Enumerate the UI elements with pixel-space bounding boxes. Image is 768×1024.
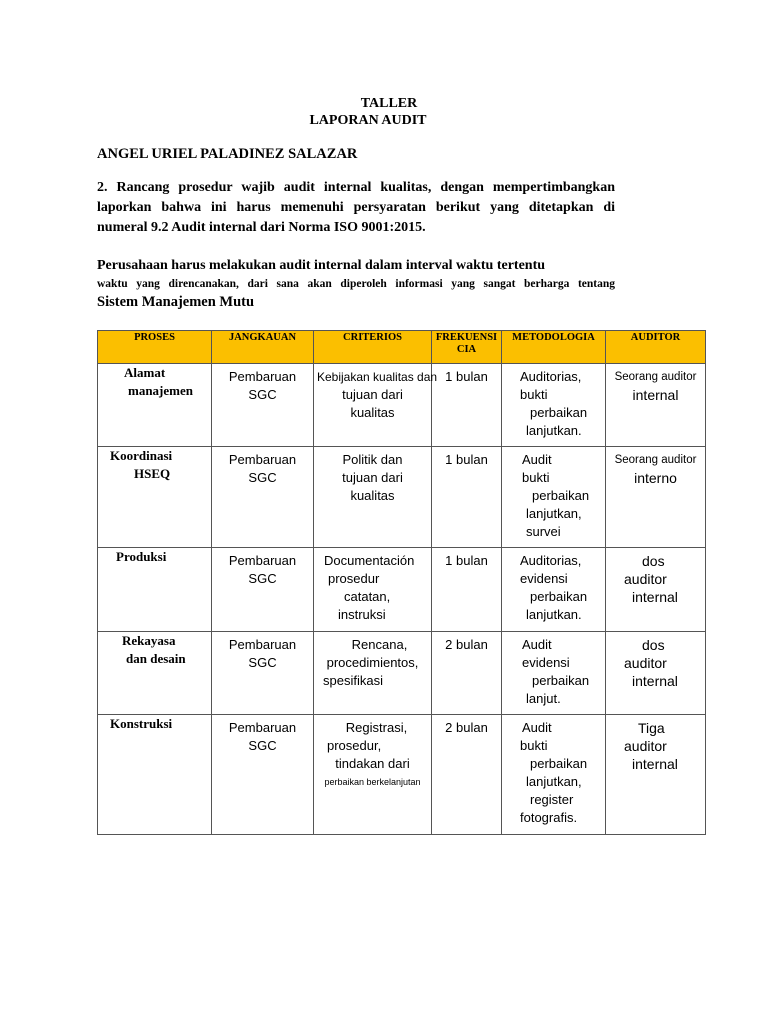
cell-proses: Produksi (98, 548, 212, 632)
question-line: laporkan bahwa ini harus memenuhi persyaratan berikut yang ditetapkan di (97, 200, 615, 215)
cell-frekuensi: 1 bulan (432, 447, 502, 548)
cell-criterios: Politik dan tujuan dari kualitas (314, 447, 432, 548)
cell-jangkauan: Pembaruan SGC (212, 364, 314, 447)
cell-frekuensi: 2 bulan (432, 632, 502, 715)
requirement-paragraph (97, 257, 615, 311)
cell-proses: Alamat manajemen (98, 364, 212, 447)
header-jangkauan: JANGKAUAN (212, 331, 314, 364)
cell-frekuensi: 1 bulan (432, 548, 502, 632)
cell-criterios: Documentación prosedur catatan, instruksi (314, 548, 432, 632)
cell-proses: Rekayasa dan desain (98, 632, 212, 715)
header-proses: PROSES (98, 331, 212, 364)
table-row (98, 632, 706, 715)
table-row (98, 715, 706, 835)
table-header-row (98, 331, 706, 364)
header-auditor: AUDITOR (606, 331, 706, 364)
cell-auditor: Tiga auditor internal (606, 715, 706, 835)
cell-auditor: Seorang auditor interno (606, 447, 706, 548)
cell-frekuensi: 1 bulan (432, 364, 502, 447)
cell-metodologia: Auditorias, evidensi perbaikan lanjutkan. (502, 548, 606, 632)
cell-frekuensi: 2 bulan (432, 715, 502, 835)
requirement-line: waktu yang direncanakan, dari sana akan diperoleh informasi yang sangat berharga tentang (97, 278, 615, 290)
cell-auditor: dos auditor internal (606, 632, 706, 715)
document-title: TALLER (360, 96, 418, 111)
question-line: numeral 9.2 Audit internal dari Norma ISO 9001:2015. (97, 220, 426, 235)
cell-proses: Konstruksi (98, 715, 212, 835)
header-frekuensi-line2: CIA (456, 344, 477, 355)
question-paragraph (97, 178, 615, 238)
cell-metodologia: Audit evidensi perbaikan lanjut. (502, 632, 606, 715)
cell-auditor: Seorang auditor internal (606, 364, 706, 447)
header-frekuensi (432, 331, 502, 364)
cell-criterios: Registrasi, prosedur, tindakan dari perbaikan berkelanjutan (314, 715, 432, 835)
header-criterios: CRITERIOS (314, 331, 432, 364)
cell-proses: Koordinasi HSEQ (98, 447, 212, 548)
cell-jangkauan: Pembaruan SGC (212, 548, 314, 632)
audit-table (97, 330, 706, 835)
cell-metodologia: Audit bukti perbaikan lanjutkan, survei (502, 447, 606, 548)
cell-auditor: dos auditor internal (606, 548, 706, 632)
cell-metodologia: Auditorias, bukti perbaikan lanjutkan. (502, 364, 606, 447)
document-subtitle: LAPORAN AUDIT (309, 113, 427, 128)
cell-metodologia: Audit bukti perbaikan lanjutkan, register fotografis. (502, 715, 606, 835)
header-metodologia: METODOLOGIA (502, 331, 606, 364)
table-row (98, 364, 706, 447)
table-row (98, 447, 706, 548)
requirement-line: Sistem Manajemen Mutu (97, 294, 255, 310)
cell-criterios: Rencana, procedimientos, spesifikasi (314, 632, 432, 715)
author-name: ANGEL URIEL PALADINEZ SALAZAR (97, 146, 358, 162)
requirement-line: Perusahaan harus melakukan audit internal dalam interval waktu tertentu (97, 258, 546, 273)
cell-jangkauan: Pembaruan SGC (212, 632, 314, 715)
table-row (98, 548, 706, 632)
header-frekuensi-line1: FREKUENSI (435, 332, 498, 343)
question-line: 2. Rancang prosedur wajib audit internal kualitas, dengan mempertimbangkan (97, 180, 615, 195)
cell-jangkauan: Pembaruan SGC (212, 447, 314, 548)
cell-criterios: Kebijakan kualitas dan tujuan dari kualitas (314, 364, 432, 447)
cell-jangkauan: Pembaruan SGC (212, 715, 314, 835)
